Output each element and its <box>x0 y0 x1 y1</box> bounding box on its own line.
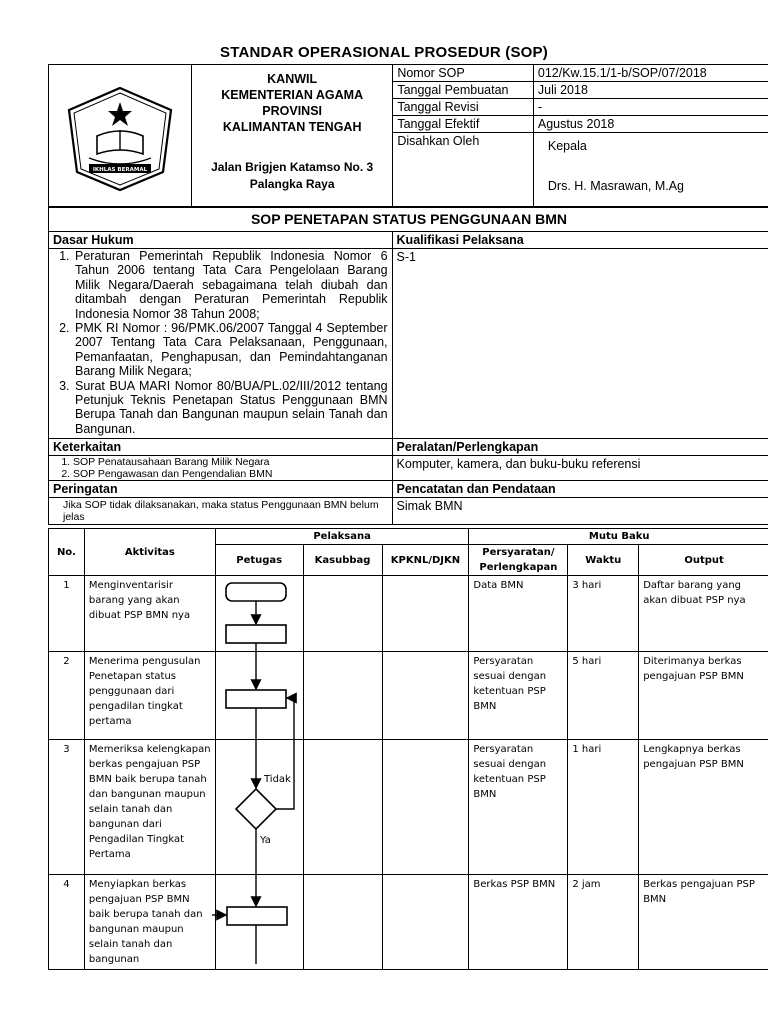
kualifikasi-value: S-1 <box>392 249 768 439</box>
approval-cell <box>533 133 768 208</box>
decision-no-label: Tidak <box>264 774 291 785</box>
keterkaitan-heading: Keterkaitan <box>49 439 393 456</box>
row-persyaratan: Persyaratan sesuai dengan ketentuan PSP BMN <box>469 740 568 875</box>
peralatan-heading: Peralatan/Perlengkapan <box>392 439 768 456</box>
sop-title: SOP PENETAPAN STATUS PENGGUNAAN BMN <box>49 207 768 232</box>
org-line-4: KALIMANTAN TENGAH <box>222 120 362 134</box>
petugas-lane <box>215 875 303 970</box>
table-row <box>49 576 768 652</box>
approval-label: Disahkan Oleh <box>393 133 534 208</box>
col-kpknl-header: KPKNL/DJKN <box>382 545 469 576</box>
row-persyaratan: Berkas PSP BMN <box>469 875 568 970</box>
col-output-header: Output <box>639 545 768 576</box>
row-no: 3 <box>49 740 85 875</box>
meta-value: Agustus 2018 <box>533 116 768 133</box>
org-line-1: KANWIL <box>267 72 318 86</box>
org-address-2: Palangka Raya <box>249 177 335 191</box>
row-no: 1 <box>49 576 85 652</box>
meta-value: - <box>533 99 768 116</box>
kasubbag-lane <box>303 652 382 740</box>
kasubbag-lane <box>303 740 382 875</box>
col-kasubbag-header: Kasubbag <box>303 545 382 576</box>
row-output: Daftar barang yang akan dibuat PSP nya <box>639 576 768 652</box>
col-waktu-header: Waktu <box>568 545 639 576</box>
kpknl-lane <box>382 576 469 652</box>
org-line-2: KEMENTERIAN AGAMA <box>221 88 364 102</box>
org-cell <box>192 65 393 208</box>
table-row <box>49 652 768 740</box>
kualifikasi-heading: Kualifikasi Pelaksana <box>392 232 768 249</box>
row-output: Berkas pengajuan PSP BMN <box>639 875 768 970</box>
row-no: 2 <box>49 652 85 740</box>
peralatan-value: Komputer, kamera, dan buku-buku referensi <box>392 456 768 481</box>
row-output: Lengkapnya berkas pengajuan PSP BMN <box>639 740 768 875</box>
sop-header-table <box>48 64 768 208</box>
meta-label: Tanggal Pembuatan <box>393 82 534 99</box>
meta-label: Nomor SOP <box>393 65 534 82</box>
ministry-logo-icon <box>49 66 191 206</box>
org-address-1: Jalan Brigjen Katamso No. 3 <box>211 160 374 174</box>
row-persyaratan: Data BMN <box>469 576 568 652</box>
col-aktivitas-header: Aktivitas <box>84 529 215 576</box>
list-item: 1. SOP Penatausahaan Barang Milik Negara <box>73 456 388 468</box>
kasubbag-lane <box>303 576 382 652</box>
row-waktu: 1 hari <box>568 740 639 875</box>
list-item: 3. Surat BUA MARI Nomor 80/BUA/PL.02/III/2012 tentang Petunjuk Teknis Penetapan Status Penggunaan BMN Berupa Tanah dan Bangunan maupun selain Tanah dan Bangunan. <box>73 379 388 437</box>
row-no: 4 <box>49 875 85 970</box>
row-persyaratan: Persyaratan sesuai dengan ketentuan PSP BMN <box>469 652 568 740</box>
row-output: Diterimanya berkas pengajuan PSP BMN <box>639 652 768 740</box>
document-title: STANDAR OPERASIONAL PROSEDUR (SOP) <box>220 44 548 61</box>
org-line-3: PROVINSI <box>262 104 323 118</box>
peringatan-value: Jika SOP tidak dilaksanakan, maka status Penggunaan BMN belum jelas <box>49 498 393 525</box>
petugas-lane <box>215 740 303 875</box>
dasar-hukum-list-cell <box>49 249 393 439</box>
pencatatan-heading: Pencatatan dan Pendataan <box>392 481 768 498</box>
row-aktivitas: Memeriksa kelengkapan berkas pengajuan PSP BMN baik berupa tanah dan bangunan maupun selain tanah dan bangunan dari Pengadilan Tingkat Pertama <box>84 740 215 875</box>
dasar-hukum-heading: Dasar Hukum <box>49 232 393 249</box>
meta-value: Juli 2018 <box>533 82 768 99</box>
meta-label: Tanggal Efektif <box>393 116 534 133</box>
kasubbag-lane <box>303 875 382 970</box>
row-waktu: 2 jam <box>568 875 639 970</box>
row-waktu: 5 hari <box>568 652 639 740</box>
approval-position: Kepala <box>547 139 587 153</box>
list-item: 1. Peraturan Pemerintah Republik Indonesia Nomor 6 Tahun 2006 tentang Tata Cara Pengelolaan Barang Milik Negara/Daerah sebagaimana telah diubah dan ditambah dengan Peraturan Pemerintah Republik Indonesia Nomor 38 Tahun 2008; <box>73 249 388 321</box>
row-aktivitas: Menyiapkan berkas pengajuan PSP BMN baik berupa tanah dan bangunan maupun selain tanah dan bangunan <box>84 875 215 970</box>
procedure-flow-table <box>48 528 768 970</box>
logo-motto: IKHLAS BERAMAL <box>92 167 148 173</box>
row-waktu: 3 hari <box>568 576 639 652</box>
table-row <box>49 740 768 875</box>
kpknl-lane <box>382 875 469 970</box>
kpknl-lane <box>382 740 469 875</box>
col-petugas-header: Petugas <box>215 545 303 576</box>
logo-cell <box>49 65 192 208</box>
kpknl-lane <box>382 652 469 740</box>
keterkaitan-list-cell <box>49 456 393 481</box>
row-aktivitas: Menginventarisir barang yang akan dibuat PSP BMN nya <box>84 576 215 652</box>
col-persyaratan-header: Persyaratan/ Perlengkapan <box>469 545 568 576</box>
decision-yes-label: Ya <box>260 835 271 846</box>
peringatan-heading: Peringatan <box>49 481 393 498</box>
petugas-lane <box>215 576 303 652</box>
list-item: 2. PMK RI Nomor : 96/PMK.06/2007 Tanggal 4 September 2007 Tentang Tata Cara Pelaksanaan, Penggunaan, Pemanfaatan, Penghapusan, dan Pemindahtanganan Barang Milik Negara; <box>73 321 388 379</box>
meta-label: Tanggal Revisi <box>393 99 534 116</box>
list-item: 2. SOP Pengawasan dan Pengendalian BMN <box>73 468 388 480</box>
row-aktivitas: Menerima pengusulan Penetapan status penggunaan dari pengadilan tingkat pertama <box>84 652 215 740</box>
col-no-header: No. <box>49 529 85 576</box>
petugas-lane <box>215 652 303 740</box>
mutu-baku-header: Mutu Baku <box>469 529 768 545</box>
pelaksana-header: Pelaksana <box>215 529 469 545</box>
sop-details-table <box>48 206 768 525</box>
table-row <box>49 875 768 970</box>
pencatatan-value: Simak BMN <box>392 498 768 525</box>
meta-value: 012/Kw.15.1/1-b/SOP/07/2018 <box>533 65 768 82</box>
approval-name: Drs. H. Masrawan, M.Ag <box>547 179 685 193</box>
